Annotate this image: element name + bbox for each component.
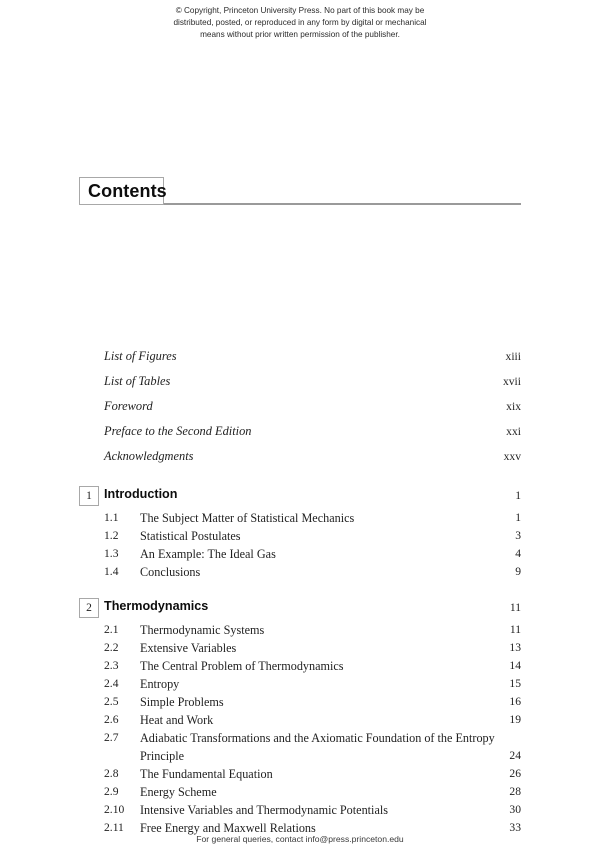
contents-heading: [79, 177, 521, 207]
chapter-title: Introduction: [104, 487, 178, 501]
front-matter-page-number: xxi: [506, 425, 521, 438]
section-number: 1.3: [104, 547, 119, 560]
section-page-number: 9: [515, 565, 521, 578]
section-title: Thermodynamic Systems: [140, 623, 265, 637]
front-matter-title: Foreword: [104, 399, 153, 413]
section-entry[interactable]: [79, 563, 521, 581]
section-title: An Example: The Ideal Gas: [140, 547, 276, 561]
section-page-number: 30: [509, 803, 521, 816]
section-entry[interactable]: [79, 621, 521, 639]
section-title: Heat and Work: [140, 713, 214, 727]
table-of-contents: [79, 344, 521, 837]
section-number: 2.9: [104, 785, 119, 798]
chapter-entry[interactable]: [79, 485, 521, 509]
front-matter-entry[interactable]: [79, 344, 521, 369]
section-number: 2.3: [104, 659, 119, 672]
front-matter-entry[interactable]: [79, 394, 521, 419]
section-entry[interactable]: [79, 657, 521, 675]
section-title: Entropy: [140, 677, 180, 691]
section-title: Intensive Variables and Thermodynamic Potentials: [140, 803, 388, 817]
section-page-number: 24: [509, 749, 521, 762]
chapter-number-box: 1: [79, 486, 99, 506]
section-title: The Central Problem of Thermodynamics: [140, 659, 344, 673]
section-page-number: 19: [509, 713, 521, 726]
section-title: Simple Problems: [140, 695, 224, 709]
section-number: 2.6: [104, 713, 119, 726]
chapter-block: [79, 597, 521, 837]
section-page-number: 33: [509, 821, 521, 834]
section-title: The Fundamental Equation: [140, 767, 273, 781]
section-entry[interactable]: [79, 693, 521, 711]
section-title: Statistical Postulates: [140, 529, 241, 543]
front-matter-list: [79, 344, 521, 469]
section-entry[interactable]: [79, 765, 521, 783]
front-matter-title: List of Tables: [104, 374, 171, 388]
chapter-entry[interactable]: [79, 597, 521, 621]
section-title: Adiabatic Transformations and the Axiomatic Foundation of the Entropy Principle: [140, 731, 495, 763]
chapter-number-box: 2: [79, 598, 99, 618]
section-page-number: 26: [509, 767, 521, 780]
front-matter-page-number: xiii: [505, 350, 521, 363]
section-entry[interactable]: [79, 783, 521, 801]
chapter-block: [79, 485, 521, 581]
front-matter-entry[interactable]: [79, 444, 521, 469]
section-page-number: 1: [515, 511, 521, 524]
chapter-list: [79, 485, 521, 837]
section-entry[interactable]: [79, 801, 521, 819]
section-title: Extensive Variables: [140, 641, 237, 655]
front-matter-page-number: xxv: [503, 450, 521, 463]
section-number: 1.2: [104, 529, 119, 542]
section-number: 2.10: [104, 803, 125, 816]
section-page-number: 11: [509, 623, 521, 636]
section-number: 2.7: [104, 731, 119, 744]
front-matter-page-number: xvii: [502, 375, 521, 388]
section-title: Free Energy and Maxwell Relations: [140, 821, 316, 835]
chapter-title: Thermodynamics: [104, 599, 209, 613]
section-number: 2.1: [104, 623, 119, 636]
page-footer: For general queries, contact info@press.princeton.edu: [196, 834, 404, 844]
section-page-number: 14: [509, 659, 521, 672]
section-page-number: 15: [509, 677, 521, 690]
section-number: 2.11: [104, 821, 124, 834]
section-number: 2.4: [104, 677, 119, 690]
section-number: 1.1: [104, 511, 119, 524]
section-entry[interactable]: [79, 729, 521, 765]
section-entry[interactable]: [79, 711, 521, 729]
chapter-page-number: 11: [509, 601, 521, 614]
section-number: 1.4: [104, 565, 119, 578]
chapter-page-number: 1: [515, 489, 521, 502]
copyright-line: means without prior written permission of the publisher.: [200, 30, 400, 40]
section-entry[interactable]: [79, 639, 521, 657]
section-page-number: 13: [509, 641, 521, 654]
section-page-number: 28: [509, 785, 521, 798]
front-matter-entry[interactable]: [79, 369, 521, 394]
section-page-number: 16: [509, 695, 521, 708]
copyright-notice: [150, 5, 450, 41]
section-title: The Subject Matter of Statistical Mechanics: [140, 511, 355, 525]
section-title: Conclusions: [140, 565, 201, 579]
front-matter-title: Acknowledgments: [104, 449, 194, 463]
section-entry[interactable]: [79, 527, 521, 545]
copyright-line: distributed, posted, or reproduced in any form by digital or mechanical: [173, 18, 427, 28]
section-entry[interactable]: [79, 675, 521, 693]
section-number: 2.5: [104, 695, 119, 708]
section-page-number: 4: [515, 547, 521, 560]
section-entry[interactable]: [79, 509, 521, 527]
page-title: Contents: [88, 181, 167, 201]
front-matter-title: Preface to the Second Edition: [104, 424, 252, 438]
section-entry[interactable]: [79, 545, 521, 563]
section-number: 2.8: [104, 767, 119, 780]
section-title: Energy Scheme: [140, 785, 217, 799]
section-number: 2.2: [104, 641, 119, 654]
section-page-number: 3: [515, 529, 521, 542]
front-matter-entry[interactable]: [79, 419, 521, 444]
front-matter-title: List of Figures: [104, 349, 177, 363]
front-matter-page-number: xix: [506, 400, 521, 413]
copyright-line: © Copyright, Princeton University Press. No part of this book may be: [175, 6, 425, 15]
